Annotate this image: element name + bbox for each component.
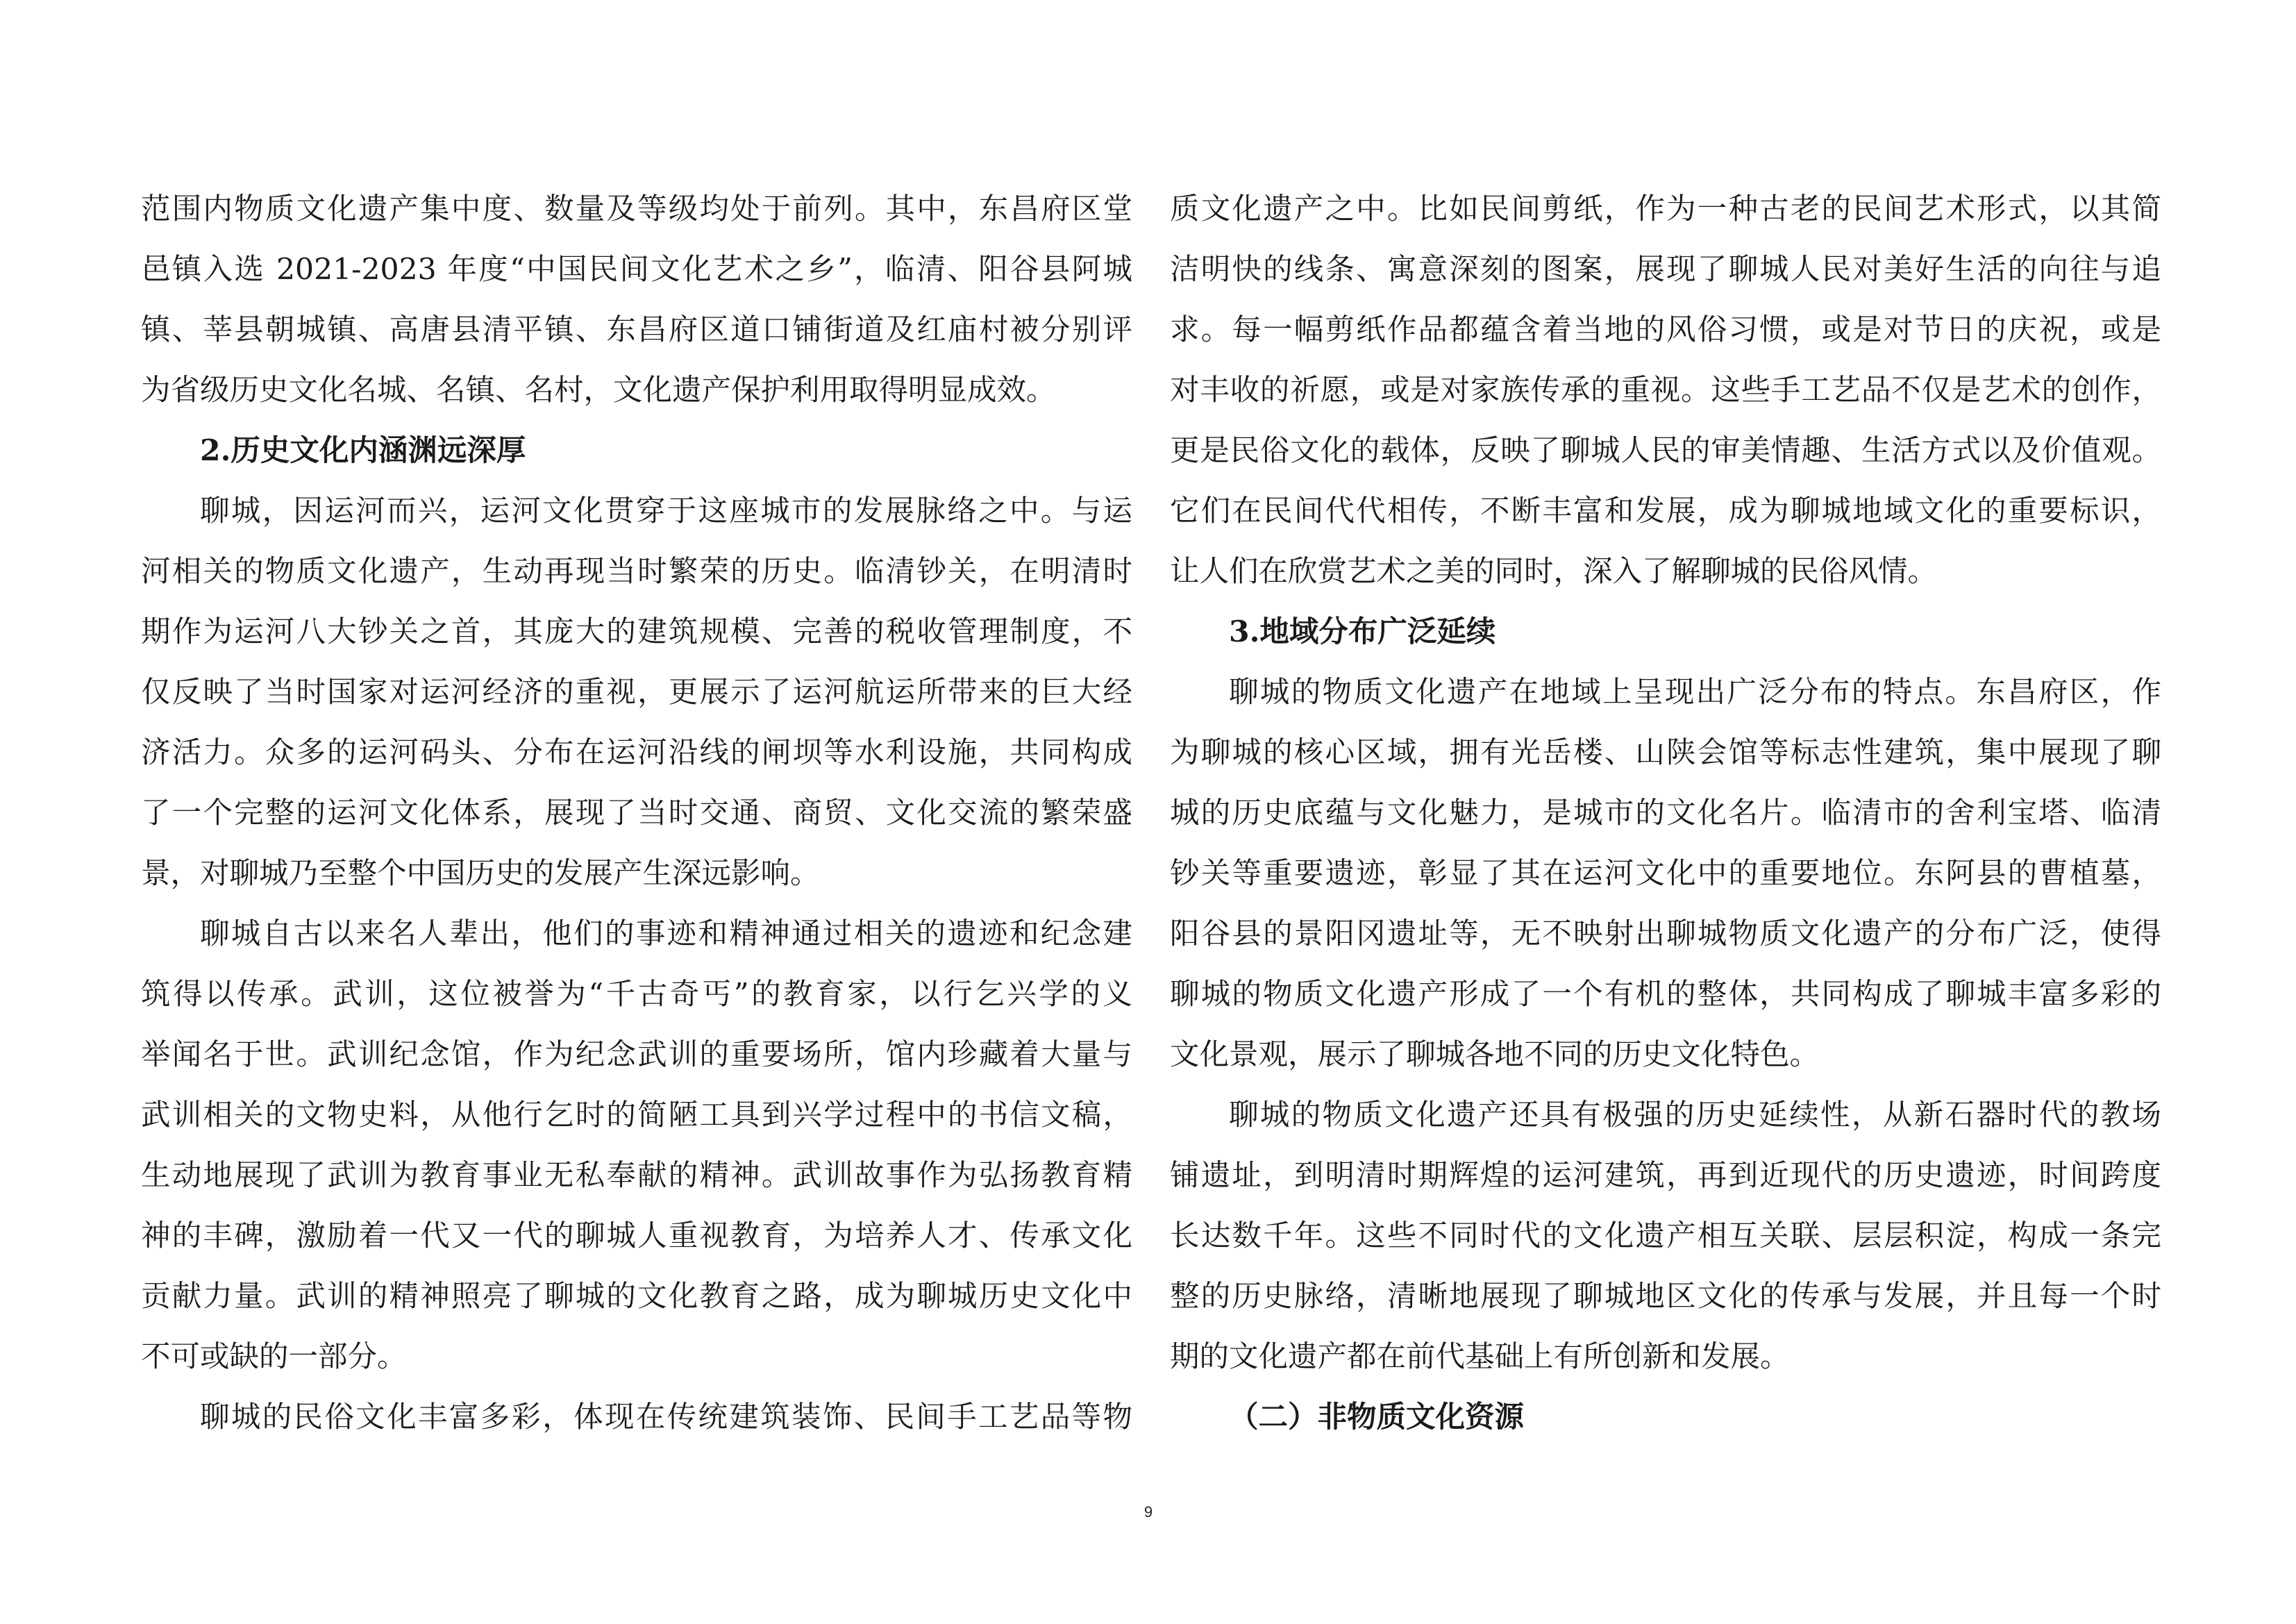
body-line: 邑镇入选 2021-2023 年度“中国民间文化艺术之乡”，临清、阳谷县阿城 [141,253,1132,287]
body-line: 期作为运河八大钞关之首，其庞大的建筑规模、完善的税收管理制度，不 [141,615,1132,649]
body-line: 举闻名于世。武训纪念馆，作为纪念武训的重要场所，馆内珍藏着大量与 [141,1038,1132,1072]
body-line: 神的丰碑，激励着一代又一代的聊城人重视教育，为培养人才、传承文化 [141,1219,1132,1253]
body-line: 文化景观，展示了聊城各地不同的历史文化特色。 [1170,1038,1820,1072]
body-line: 济活力。众多的运河码头、分布在运河沿线的闸坝等水利设施，共同构成 [141,736,1132,770]
body-line: 它们在民间代代相传，不断丰富和发展，成为聊城地域文化的重要标识， [1170,494,2161,528]
body-line: 武训相关的文物史料，从他行乞时的简陋工具到兴学过程中的书信文稿， [141,1098,1132,1132]
body-line: 让人们在欣赏艺术之美的同时，深入了解聊城的民俗风情。 [1170,555,1938,589]
body-line: 范围内物质文化遗产集中度、数量及等级均处于前列。其中，东昌府区堂 [141,192,1132,226]
body-line: 长达数千年。这些不同时代的文化遗产相互关联、层层积淀，构成一条完 [1170,1219,2161,1253]
body-line: 了一个完整的运河文化体系，展现了当时交通、商贸、文化交流的繁荣盛 [141,796,1132,830]
body-line: 镇、莘县朝城镇、高唐县清平镇、东昌府区道口铺街道及红庙村被分别评 [141,313,1132,347]
body-line: 仅反映了当时国家对运河经济的重视，更展示了运河航运所带来的巨大经 [141,676,1132,710]
body-line: 城的历史底蕴与文化魅力，是城市的文化名片。临清市的舍利宝塔、临清 [1170,796,2161,830]
body-line: 筑得以传承。武训，这位被誉为“千古奇丐”的教育家，以行乞兴学的义 [141,978,1132,1012]
body-line: 生动地展现了武训为教育事业无私奉献的精神。武训故事作为弘扬教育精 [141,1159,1132,1193]
right-column [1170,179,2161,1448]
section-heading: 3.地域分布广泛延续 [1229,614,1496,649]
paragraph-first-line: 聊城的民俗文化丰富多彩，体现在传统建筑装饰、民间手工艺品等物 [200,1400,1132,1434]
paragraph-first-line: 聊城自古以来名人辈出，他们的事迹和精神通过相关的遗迹和纪念建 [200,917,1132,951]
body-line: 景，对聊城乃至整个中国历史的发展产生深远影响。 [141,857,820,891]
body-line: 河相关的物质文化遗产，生动再现当时繁荣的历史。临清钞关，在明清时 [141,555,1132,589]
body-line: 贡献力量。武训的精神照亮了聊城的文化教育之路，成为聊城历史文化中 [141,1280,1132,1314]
paragraph-first-line: 聊城，因运河而兴，运河文化贯穿于这座城市的发展脉络之中。与运 [200,494,1132,528]
body-line: 为省级历史文化名城、名镇、名村，文化遗产保护利用取得明显成效。 [141,374,1056,408]
paragraph-first-line: 聊城的物质文化遗产还具有极强的历史延续性，从新石器时代的教场 [1229,1098,2161,1132]
left-column [141,179,1132,1448]
body-line: 铺遗址，到明清时期辉煌的运河建筑，再到近现代的历史遗迹，时间跨度 [1170,1159,2161,1193]
body-line: 期的文化遗产都在前代基础上有所创新和发展。 [1170,1340,1790,1374]
body-line: 阳谷县的景阳冈遗址等，无不映射出聊城物质文化遗产的分布广泛，使得 [1170,917,2161,951]
body-line: 聊城的物质文化遗产形成了一个有机的整体，共同构成了聊城丰富多彩的 [1170,978,2161,1012]
body-line: 钞关等重要遗迹，彰显了其在运河文化中的重要地位。东阿县的曹植墓， [1170,857,2161,891]
section-heading: 2.历史文化内涵渊远深厚 [200,433,526,468]
page-number: 9 [1143,1503,1153,1521]
paragraph-first-line: 聊城的物质文化遗产在地域上呈现出广泛分布的特点。东昌府区，作 [1229,676,2161,710]
body-line: 整的历史脉络，清晰地展现了聊城地区文化的传承与发展，并且每一个时 [1170,1280,2161,1314]
section-heading: （二）非物质文化资源 [1229,1400,1525,1434]
body-line: 对丰收的祈愿，或是对家族传承的重视。这些手工艺品不仅是艺术的创作， [1170,374,2161,408]
body-line: 不可或缺的一部分。 [141,1340,407,1374]
body-line: 更是民俗文化的载体，反映了聊城人民的审美情趣、生活方式以及价值观。 [1170,434,2161,468]
body-line: 为聊城的核心区域，拥有光岳楼、山陕会馆等标志性建筑，集中展现了聊 [1170,736,2161,770]
body-line: 洁明快的线条、寓意深刻的图案，展现了聊城人民对美好生活的向往与追 [1170,253,2161,287]
body-line: 求。每一幅剪纸作品都蕴含着当地的风俗习惯，或是对节日的庆祝，或是 [1170,313,2161,347]
body-line: 质文化遗产之中。比如民间剪纸，作为一种古老的民间艺术形式，以其简 [1170,192,2161,226]
